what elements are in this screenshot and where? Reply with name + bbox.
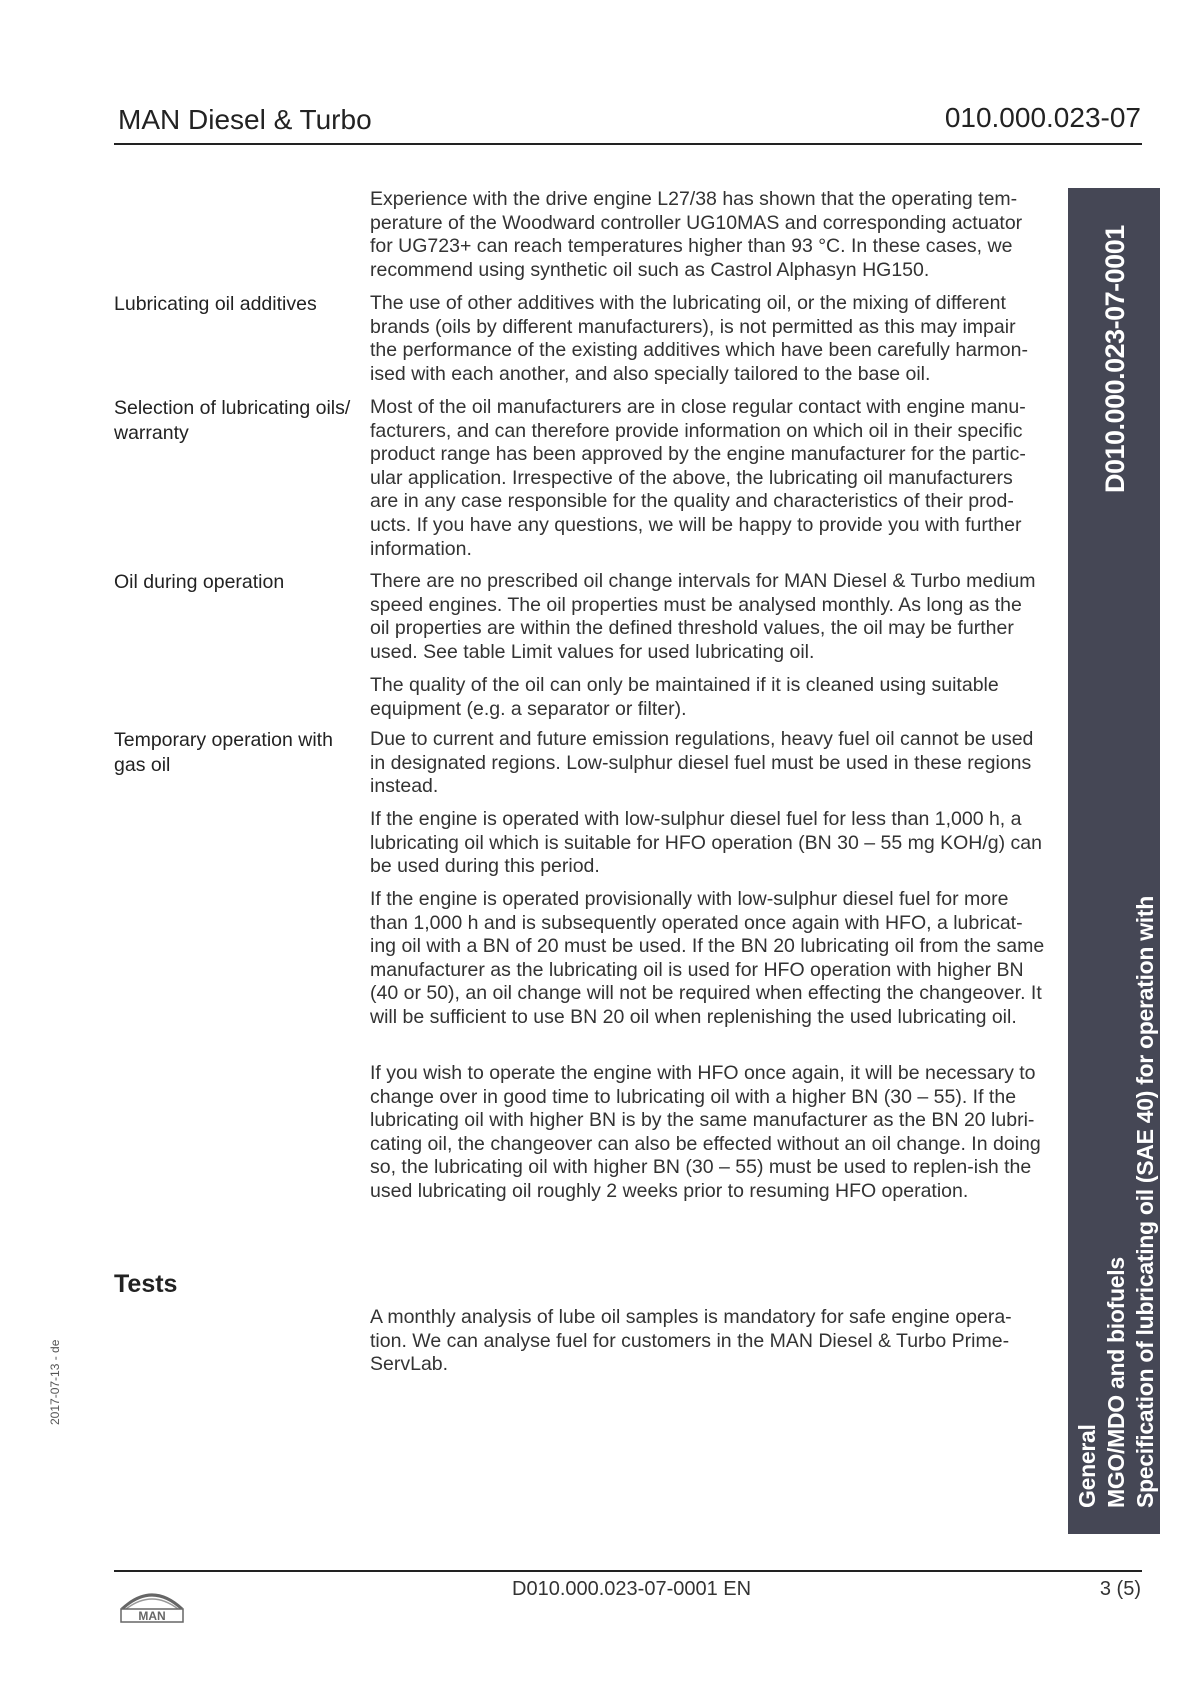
side-document-title xyxy=(1068,896,1160,1508)
side-title-line-1: Specification of lubricating oil (SAE 40) for operation with xyxy=(1132,896,1158,1508)
logo-text: MAN xyxy=(138,1609,166,1623)
side-title-line-2: MGO/MDO and biofuels xyxy=(1103,1257,1129,1508)
operation-paragraph-2: The quality of the oil can only be maintained if it is cleaned using suitable equipment (e.g. a separator or filter). xyxy=(370,674,999,720)
additives-paragraph: The use of other additives with the lubricating oil, or the mixing of different brands (oils by different manufacturers), is not permitted as this may impair the performance of the existing additives which have been carefully harmon-ised with each another, and also specially tailored to the base oil. xyxy=(370,292,1028,385)
operation-label: Oil during operation xyxy=(114,571,285,593)
gasoil-paragraph-4: If you wish to operate the engine with HFO once again, it will be necessary to change over in good time to lubricating oil with a higher BN (30 – 55). If the lubricating oil with higher BN is by the same manufacturer as the BN 20 lubri-cating oil, the changeover can also be effected without an oil change. In doing so, the lubricating oil with higher BN (30 – 55) must be used to replen-ish the used lubricating oil roughly 2 weeks prior to resuming HFO operation. xyxy=(370,1062,1041,1202)
tests-paragraph: A monthly analysis of lube oil samples is mandatory for safe engine opera-tion. We can analyse fuel for customers in the MAN Diesel & Turbo Prime-ServLab. xyxy=(370,1306,1012,1376)
operation-paragraph-1: There are no prescribed oil change intervals for MAN Diesel & Turbo medium speed engines. The oil properties must be analysed monthly. As long as the oil properties are within the defined threshold values, the oil may be further used. See table Limit values for used lubricating oil. xyxy=(370,570,1036,663)
side-document-code: D010.000.023-07-0001 xyxy=(1100,225,1130,493)
gasoil-label: Temporary operation with gas oil xyxy=(114,729,333,776)
footer-divider xyxy=(114,1570,1142,1572)
additives-label: Lubricating oil additives xyxy=(114,293,317,315)
header-document-number: 010.000.023-07 xyxy=(944,102,1141,133)
gasoil-paragraph-1: Due to current and future emission regulations, heavy fuel oil cannot be used in designated regions. Low-sulphur diesel fuel must be used in these regions instead. xyxy=(370,728,1034,798)
date-stamp: 2017-07-13 - de xyxy=(48,1340,62,1426)
header-company-name: MAN Diesel & Turbo xyxy=(118,104,372,135)
side-title-line-3: General xyxy=(1074,1424,1100,1508)
selection-paragraph: Most of the oil manufacturers are in close regular contact with engine manu-facturers, and can therefore provide information on which oil in their specific product range has been approved by the engine manufacturer for the partic-ular application. Irrespective of the above, the lubricating oil manufacturers are in any case responsible for the quality and characteristics of their prod-ucts. If you have any questions, we will be happy to provide you with further information. xyxy=(370,396,1026,560)
gasoil-paragraph-2: If the engine is operated with low-sulphur diesel fuel for less than 1,000 h, a lubricating oil which is suitable for HFO operation (BN 30 – 55 mg KOH/g) can be used during this period. xyxy=(370,808,1042,878)
header-divider xyxy=(114,143,1142,145)
gasoil-paragraph-3: If the engine is operated provisionally with low-sulphur diesel fuel for more than 1,000 h and is subsequently operated once again with HFO, a lubricat-ing oil with a BN of 20 must be used. If the BN 20 lubricating oil from the same manufacturer as the lubricating oil is used for HFO operation with higher BN (40 or 50), an oil change will not be required when effecting the changeover. It will be sufficient to use BN 20 oil when replenishing the used lubricating oil. xyxy=(370,888,1045,1028)
man-logo-icon xyxy=(118,1585,186,1625)
selection-label: Selection of lubricating oils/ warranty xyxy=(114,397,351,444)
footer-document-code: D010.000.023-07-0001 EN xyxy=(512,1578,752,1600)
intro-paragraph: Experience with the drive engine L27/38 has shown that the operating tem-perature of the Woodward controller UG10MAS and corresponding actuator for UG723+ can reach temperatures higher than 93 °C. In these cases, we recommend using synthetic oil such as Castrol Alphasyn HG150. xyxy=(370,188,1023,281)
tests-heading: Tests xyxy=(114,1270,178,1298)
footer-page-number: 3 (5) xyxy=(1099,1578,1141,1600)
